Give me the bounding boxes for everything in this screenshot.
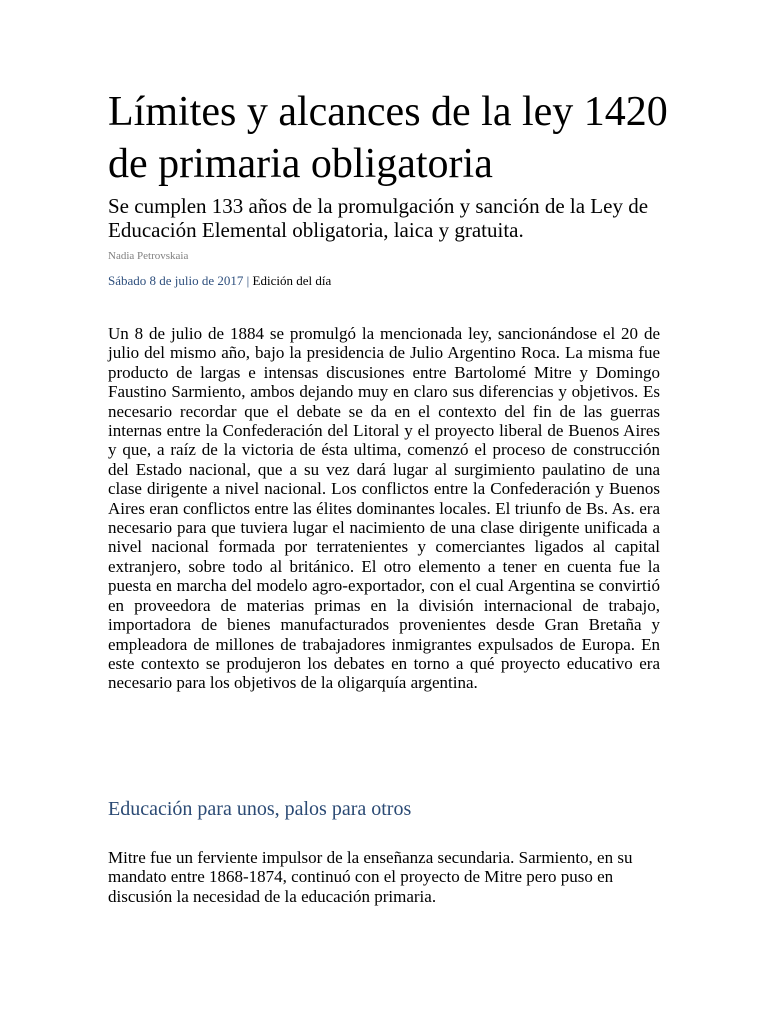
article-meta <box>108 273 331 289</box>
article-date: Sábado 8 de julio de 2017 <box>108 273 244 288</box>
section-heading: Educación para unos, palos para otros <box>108 798 412 820</box>
article-subtitle: Se cumplen 133 años de la promulgación y sanción de la Ley de Educación Elemental obligatoria, laica y gratuita. <box>108 194 649 242</box>
body-paragraph-2: Mitre fue un ferviente impulsor de la enseñanza secundaria. Sarmiento, en su mandato entre 1868-1874, continuó con el proyecto de Mitre pero puso en discusión la necesidad de la educación primaria. <box>108 848 633 906</box>
meta-separator: | <box>246 273 250 288</box>
article-title: Límites y alcances de la ley 1420 de primaria obligatoria <box>108 89 668 187</box>
body-paragraph-1: Un 8 de julio de 1884 se promulgó la mencionada ley, sancionándose el 20 de julio del mismo año, bajo la presidencia de Julio Argentino Roca. La misma fue producto de largas e intensas discusiones entre Bartolomé Mitre y Domingo Faustino Sarmiento, ambos dejando muy en claro sus diferencias y objetivos. Es necesario recordar que el debate se da en el contexto del fin de las guerras internas entre la Confederación del Litoral y el proyecto liberal de Buenos Aires y que, a raíz de la victoria de ésta ultima, comenzó el proceso de construcción del Estado nacional, que a su vez dará lugar al surgimiento paulatino de una clase dirigente a nivel nacional. Los conflictos entre la Confederación y Buenos Aires eran conflictos entre las élites dominantes locales. El triunfo de Bs. As. era necesario para que tuviera lugar el nacimiento de una clase dirigente unificada a nivel nacional formada por terratenientes y comerciantes ligados al capital extranjero, sobre todo al británico. El otro elemento a tener en cuenta fue la puesta en marcha del modelo agro-exportador, con el cual Argentina se convirtió en proveedora de materias primas en la división internacional de trabajo, importadora de bienes manufacturados provenientes desde Gran Bretaña y empleadora de millones de trabajadores inmigrantes expulsados de Europa. En este contexto se produjeron los debates en torno a qué proyecto educativo era necesario para los objetivos de la oligarquía argentina. <box>108 324 660 693</box>
article-author: Nadia Petrovskaia <box>108 250 189 262</box>
article-edition: Edición del día <box>252 273 332 288</box>
